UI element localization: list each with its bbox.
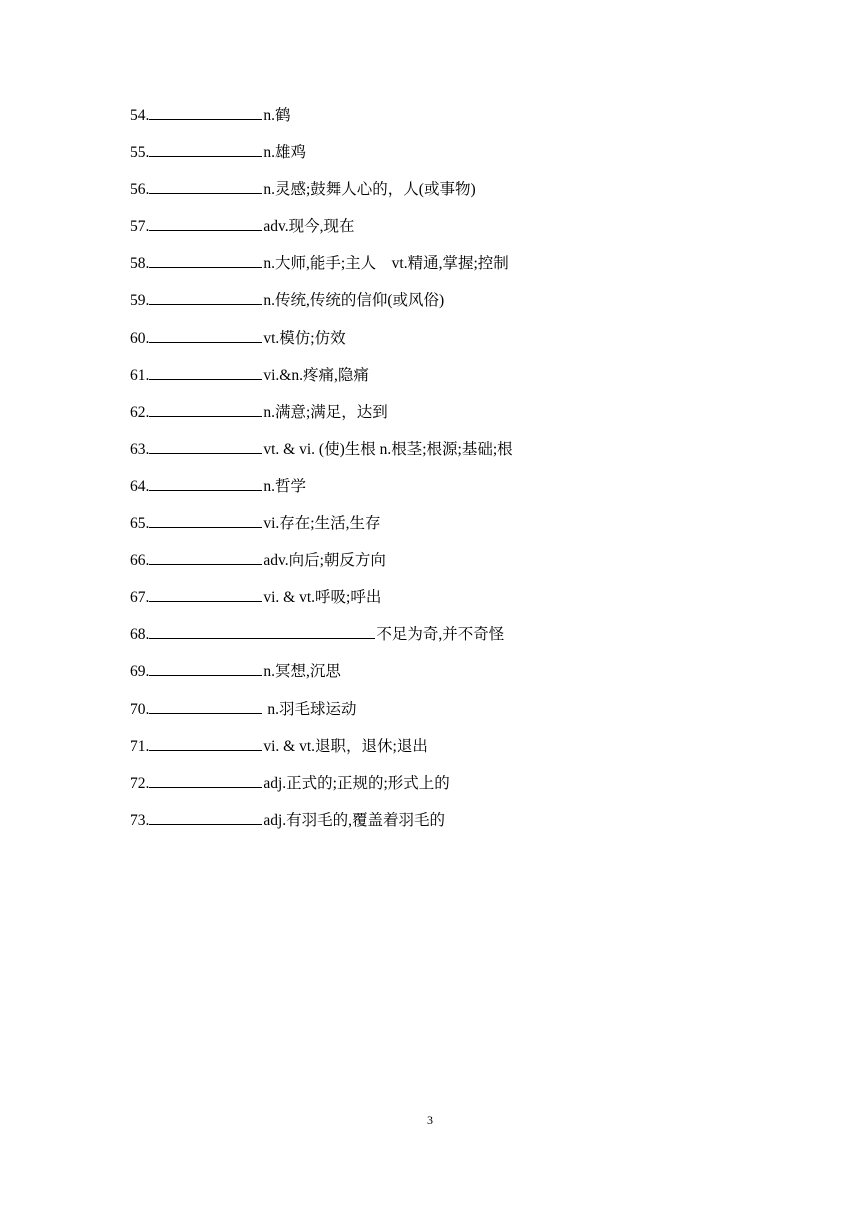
answer-blank [149, 402, 262, 417]
list-item [130, 252, 770, 289]
item-number: 62. [130, 403, 150, 421]
list-item [130, 438, 770, 475]
answer-blank [149, 513, 262, 528]
item-number: 59. [130, 292, 150, 310]
list-item [130, 512, 770, 549]
answer-blank [149, 476, 262, 491]
answer-blank [149, 587, 262, 602]
item-number: 64. [130, 477, 150, 495]
item-definition: n.满意;满足，达到 [263, 403, 388, 421]
answer-blank [149, 810, 262, 825]
list-item [130, 141, 770, 178]
list-item [130, 660, 770, 697]
item-number: 58. [130, 255, 150, 273]
item-number: 66. [130, 552, 150, 570]
answer-blank [149, 253, 262, 268]
item-definition: vi. & vt.退职，退休;退出 [263, 737, 428, 755]
item-definition: n.羽毛球运动 [267, 700, 357, 718]
answer-blank [149, 661, 262, 676]
answer-blank [149, 328, 262, 343]
list-item [130, 327, 770, 364]
item-number: 73. [130, 811, 150, 829]
item-definition: n.传统,传统的信仰(或风俗) [263, 292, 445, 310]
answer-blank [149, 699, 262, 714]
list-item [130, 698, 770, 735]
list-item [130, 772, 770, 809]
item-definition: vt.模仿;仿效 [263, 329, 346, 347]
list-item [130, 735, 770, 772]
item-definition: vi. & vt.呼吸;呼出 [263, 589, 382, 607]
vocabulary-list [130, 104, 770, 846]
item-number: 70. [130, 700, 150, 718]
item-definition: n.哲学 [263, 477, 307, 495]
list-item [130, 475, 770, 512]
page-number: 3 [427, 1113, 433, 1127]
list-item [130, 104, 770, 141]
list-item [130, 809, 770, 846]
list-item [130, 364, 770, 401]
item-number: 69. [130, 663, 150, 681]
item-number: 61. [130, 366, 150, 384]
item-number: 67. [130, 589, 150, 607]
answer-blank [149, 105, 262, 120]
item-definition: n.鹤 [263, 107, 291, 124]
item-number: 55. [130, 144, 150, 162]
answer-blank [149, 550, 262, 565]
item-number: 54. [130, 107, 150, 124]
list-item [130, 215, 770, 252]
item-definition: n.雄鸡 [263, 144, 307, 162]
item-definition: vt. & vi. (使)生根 n.根茎;根源;基础;根 [263, 440, 513, 458]
answer-blank [149, 439, 262, 454]
answer-blank [149, 736, 262, 751]
item-number: 56. [130, 181, 150, 199]
list-item [130, 178, 770, 215]
item-number: 72. [130, 774, 150, 792]
list-item [130, 289, 770, 326]
answer-blank [149, 624, 375, 639]
answer-blank [149, 179, 262, 194]
answer-blank [149, 773, 262, 788]
item-definition: adj.正式的;正规的;形式上的 [263, 774, 450, 792]
list-item [130, 586, 770, 623]
item-definition: vi.&n.疼痛,隐痛 [263, 366, 369, 384]
item-number: 60. [130, 329, 150, 347]
item-number: 63. [130, 440, 150, 458]
item-definition: adj.有羽毛的,覆盖着羽毛的 [263, 811, 446, 829]
item-definition: n.冥想,沉思 [263, 663, 341, 681]
item-definition: adv.向后;朝反方向 [263, 552, 386, 570]
item-definition: n.灵感;鼓舞人心的，人(或事物) [263, 181, 476, 199]
answer-blank [149, 290, 262, 305]
list-item [130, 549, 770, 586]
item-definition: vi.存在;生活,生存 [263, 515, 381, 533]
item-number: 65. [130, 515, 150, 533]
item-definition: n.大师,能手;主人 vt.精通,掌握;控制 [263, 255, 509, 273]
answer-blank [149, 365, 262, 380]
list-item [130, 401, 770, 438]
answer-blank [149, 216, 262, 231]
item-number: 71. [130, 737, 150, 755]
item-number: 57. [130, 218, 150, 236]
list-item [130, 623, 770, 660]
item-number: 68. [130, 626, 150, 644]
item-definition: adv.现今,现在 [263, 218, 355, 236]
item-definition: 不足为奇,并不奇怪 [376, 626, 505, 644]
answer-blank [149, 142, 262, 157]
